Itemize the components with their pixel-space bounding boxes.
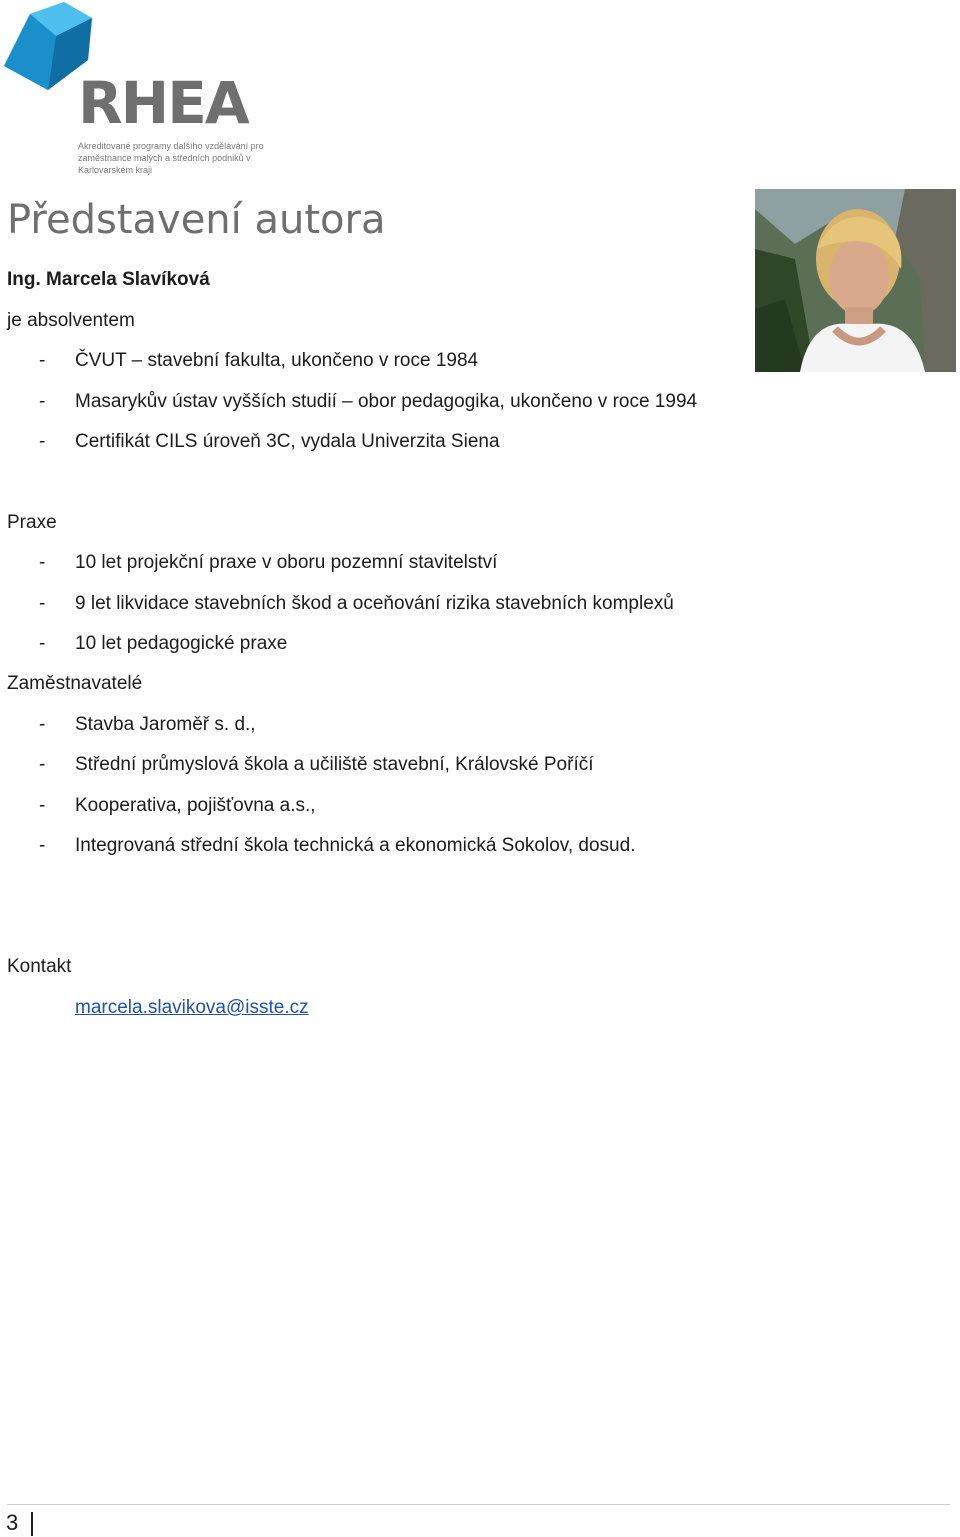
page-number: 3 [6,1510,19,1535]
author-photo-image [755,189,956,372]
practice-item: 9 let likvidace stavebních škod a oceňování rizika stavebních komplexů [75,593,674,614]
list-bullet: - [39,795,46,816]
rhea-logo [4,2,264,177]
page-title: Představení autora [7,197,386,243]
intro-text: je absolventem [7,310,135,331]
education-item: Masarykův ústav vyšších studií – obor pedagogika, ukončeno v roce 1994 [75,391,698,412]
employer-item: Střední průmyslová škola a učiliště stavební, Královské Poříčí [75,754,594,775]
contact-heading: Kontakt [7,956,72,977]
logo-wordmark: RHEA [78,69,248,137]
employer-item: Stavba Jaroměř s. d., [75,714,256,735]
education-item: Certifikát CILS úroveň 3C, vydala Univerzita Siena [75,431,500,452]
employer-item: Integrovaná střední škola technická a ekonomická Sokolov, dosud. [75,835,636,856]
list-bullet: - [39,633,46,654]
practice-item: 10 let projekční praxe v oboru pozemní stavitelství [75,552,498,573]
practice-item: 10 let pedagogické praxe [75,633,288,654]
author-photo [755,189,956,372]
logo-tagline: Akreditované programy dalšího vzdělávání pro zaměstnance malých a středních podniků v Karlovarském kraji [78,141,264,175]
footer-divider [7,1504,950,1505]
employer-item: Kooperativa, pojišťovna a.s., [75,795,316,816]
author-name: Ing. Marcela Slavíková [7,269,210,290]
page-number-separator [31,1512,33,1536]
list-bullet: - [39,714,46,735]
list-bullet: - [39,431,46,452]
list-bullet: - [39,593,46,614]
list-bullet: - [39,391,46,412]
employers-heading: Zaměstnavatelé [7,673,143,694]
list-bullet: - [39,350,46,371]
education-item: ČVUT – stavební fakulta, ukončeno v roce 1984 [75,350,479,371]
list-bullet: - [39,754,46,775]
list-bullet: - [39,552,46,573]
list-bullet: - [39,835,46,856]
contact-email-link[interactable]: marcela.slavikova@isste.cz [75,997,309,1018]
practice-heading: Praxe [7,512,57,533]
